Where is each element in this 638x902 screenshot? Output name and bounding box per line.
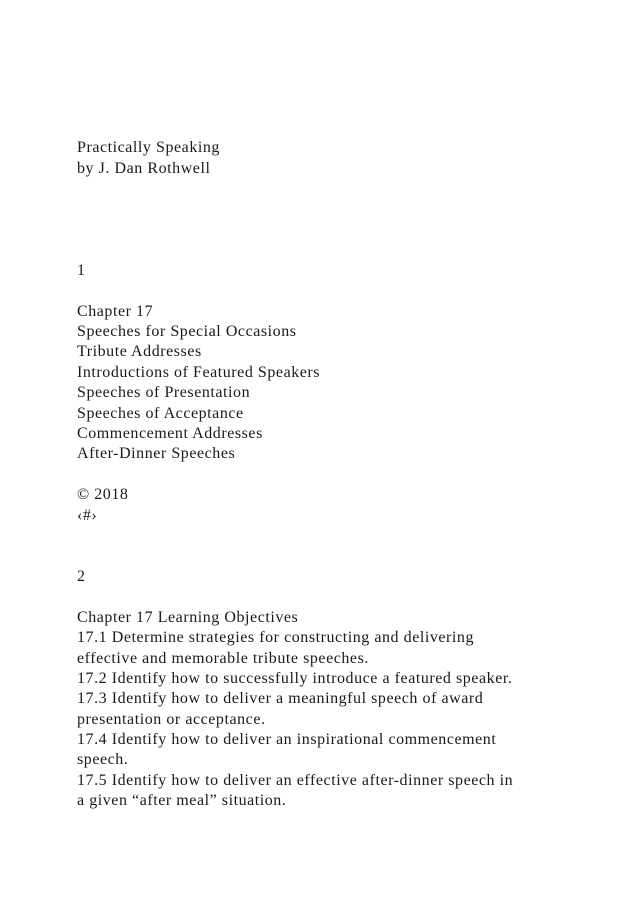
objective-line: 17.2 Identify how to successfully introduce a featured speaker. bbox=[77, 670, 513, 687]
topic-line: Speeches of Presentation bbox=[77, 384, 251, 401]
objective-line: 17.1 Determine strategies for constructing and delivering bbox=[77, 629, 475, 646]
objective-line: 17.4 Identify how to deliver an inspirational commencement bbox=[77, 731, 497, 748]
topic-line: Tribute Addresses bbox=[77, 343, 202, 360]
topic-line: Speeches for Special Occasions bbox=[77, 323, 297, 340]
objective-line: 17.3 Identify how to deliver a meaningful speech of award bbox=[77, 690, 484, 707]
objective-line: effective and memorable tribute speeches. bbox=[77, 650, 369, 667]
copyright: © 2018 bbox=[77, 486, 129, 503]
slide-number: 2 bbox=[77, 568, 86, 585]
topic-line: After-Dinner Speeches bbox=[77, 445, 236, 462]
topic-line: Introductions of Featured Speakers bbox=[77, 364, 321, 381]
objectives-heading: Chapter 17 Learning Objectives bbox=[77, 609, 299, 626]
slide-number: 1 bbox=[77, 262, 86, 279]
document-title: Practically Speaking bbox=[77, 139, 220, 156]
topic-line: Commencement Addresses bbox=[77, 425, 263, 442]
document-author: by J. Dan Rothwell bbox=[77, 160, 211, 177]
objective-line: presentation or acceptance. bbox=[77, 711, 266, 728]
objective-line: speech. bbox=[77, 751, 129, 768]
objective-line: a given “after meal” situation. bbox=[77, 792, 287, 809]
topic-line: Speeches of Acceptance bbox=[77, 405, 244, 422]
chapter-heading: Chapter 17 bbox=[77, 303, 154, 320]
objective-line: 17.5 Identify how to deliver an effective after-dinner speech in bbox=[77, 772, 514, 789]
page-marker: ‹#› bbox=[77, 507, 98, 524]
